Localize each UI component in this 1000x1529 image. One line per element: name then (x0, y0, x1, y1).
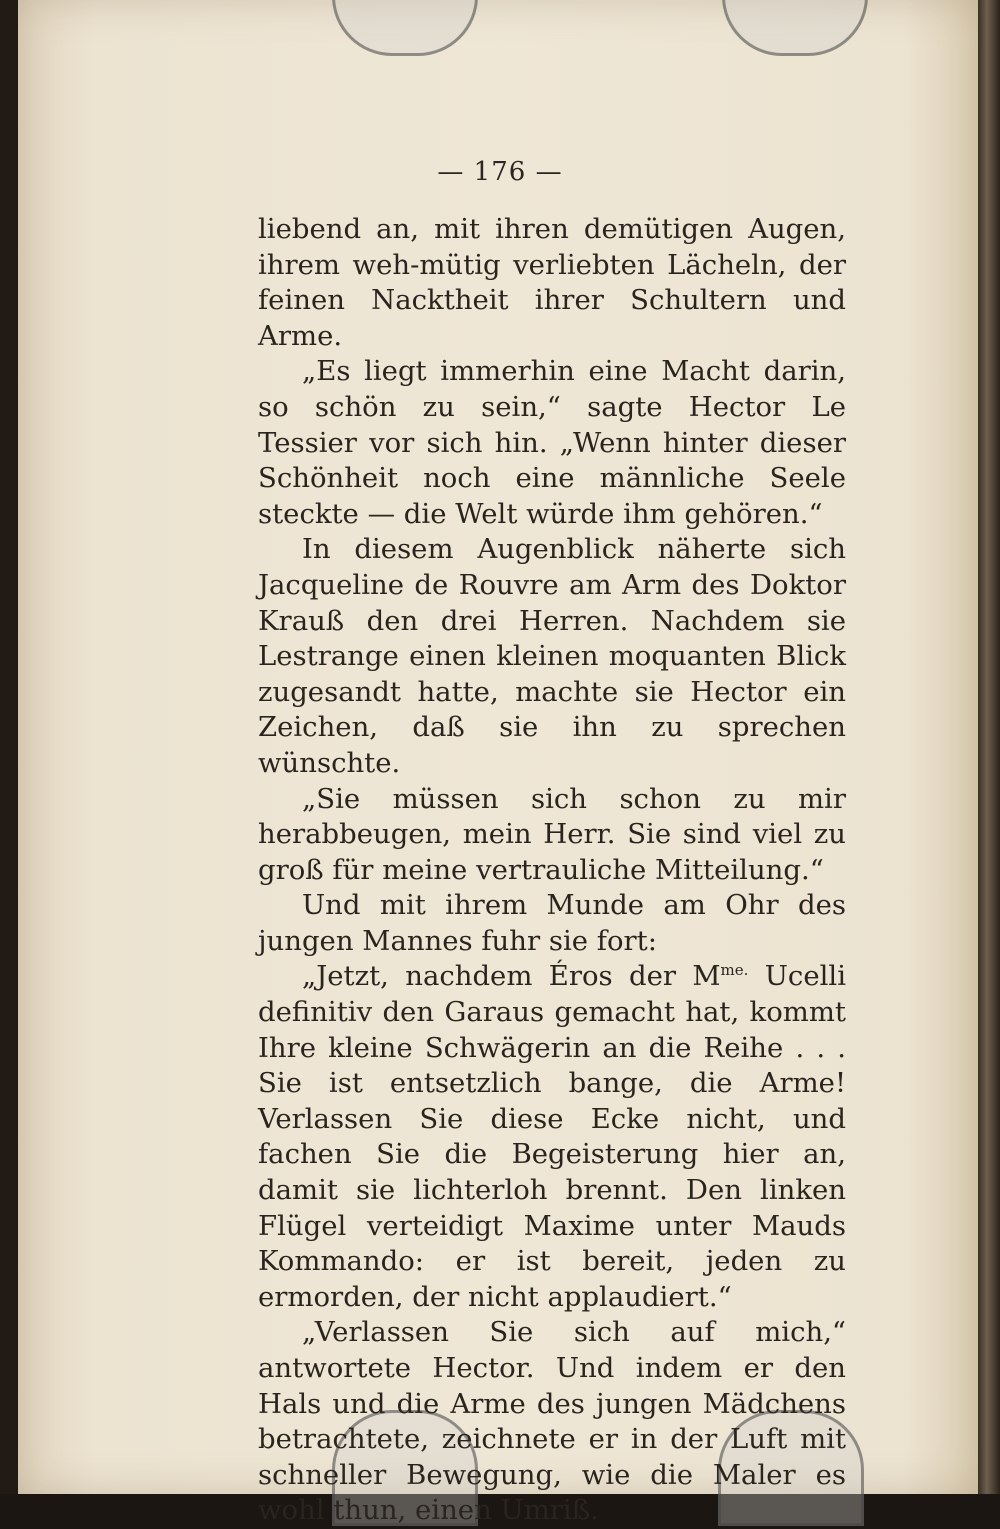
paragraph: liebend an, mit ihren demütigen Augen, ihrem weh-mütig verliebten Lächeln, der feinen Nacktheit ihrer Schultern und Arme. (258, 213, 846, 352)
paragraph: In diesem Augenblick näherte sich Jacqueline de Rouvre am Arm des Doktor Krauß den drei Herren. Nachdem sie Lestrange einen kleinen moquanten Blick zugesandt hatte, machte sie Hector ein Zeichen, daß sie ihn zu sprechen wünschte. (258, 533, 846, 779)
page-edge (978, 0, 1000, 1494)
paragraph: „Verlassen Sie sich auf mich,“ antwortete Hector. Und indem er den Hals und die Arme des jungen Mädchens betrachtete, zeichnete er in der Luft mit schneller Bewegung, wie die Maler es wohl thun, einen Umriß. (258, 1316, 846, 1527)
paragraph: „Es liegt immerhin eine Macht darin, so schön zu sein,“ sagte Hector Le Tessier vor sich hin. „Wenn hinter dieser Schönheit noch eine männliche Seele steckte — die Welt würde ihm gehören.“ (258, 355, 846, 530)
superscript-abbreviation: me. (720, 961, 749, 980)
paragraph (258, 959, 846, 1315)
paragraph-text: Ucelli definitiv den Garaus gemacht hat, kommt Ihre kleine Schwägerin an die Reihe . . . Sie ist entsetzlich bange, die Arme! Verlassen Sie diese Ecke nicht, und fachen Sie die Begeisterung hier an, damit sie lichterloh brennt. Den linken Flügel verteidigt Maxime unter Mauds Kommando: er ist bereit, jeden zu ermorden, der nicht applaudiert.“ (258, 960, 846, 1313)
body-text (258, 212, 846, 1529)
paragraph-text: „Jetzt, nachdem Éros der M (302, 960, 721, 993)
paragraph: „Sie müssen sich schon zu mir herabbeugen, mein Herr. Sie sind viel zu groß für meine vertrauliche Mitteilung.“ (258, 782, 846, 886)
page-number: — 176 — (437, 157, 563, 187)
paragraph: Und mit ihrem Munde am Ohr des jungen Mannes fuhr sie fort: (258, 889, 846, 957)
